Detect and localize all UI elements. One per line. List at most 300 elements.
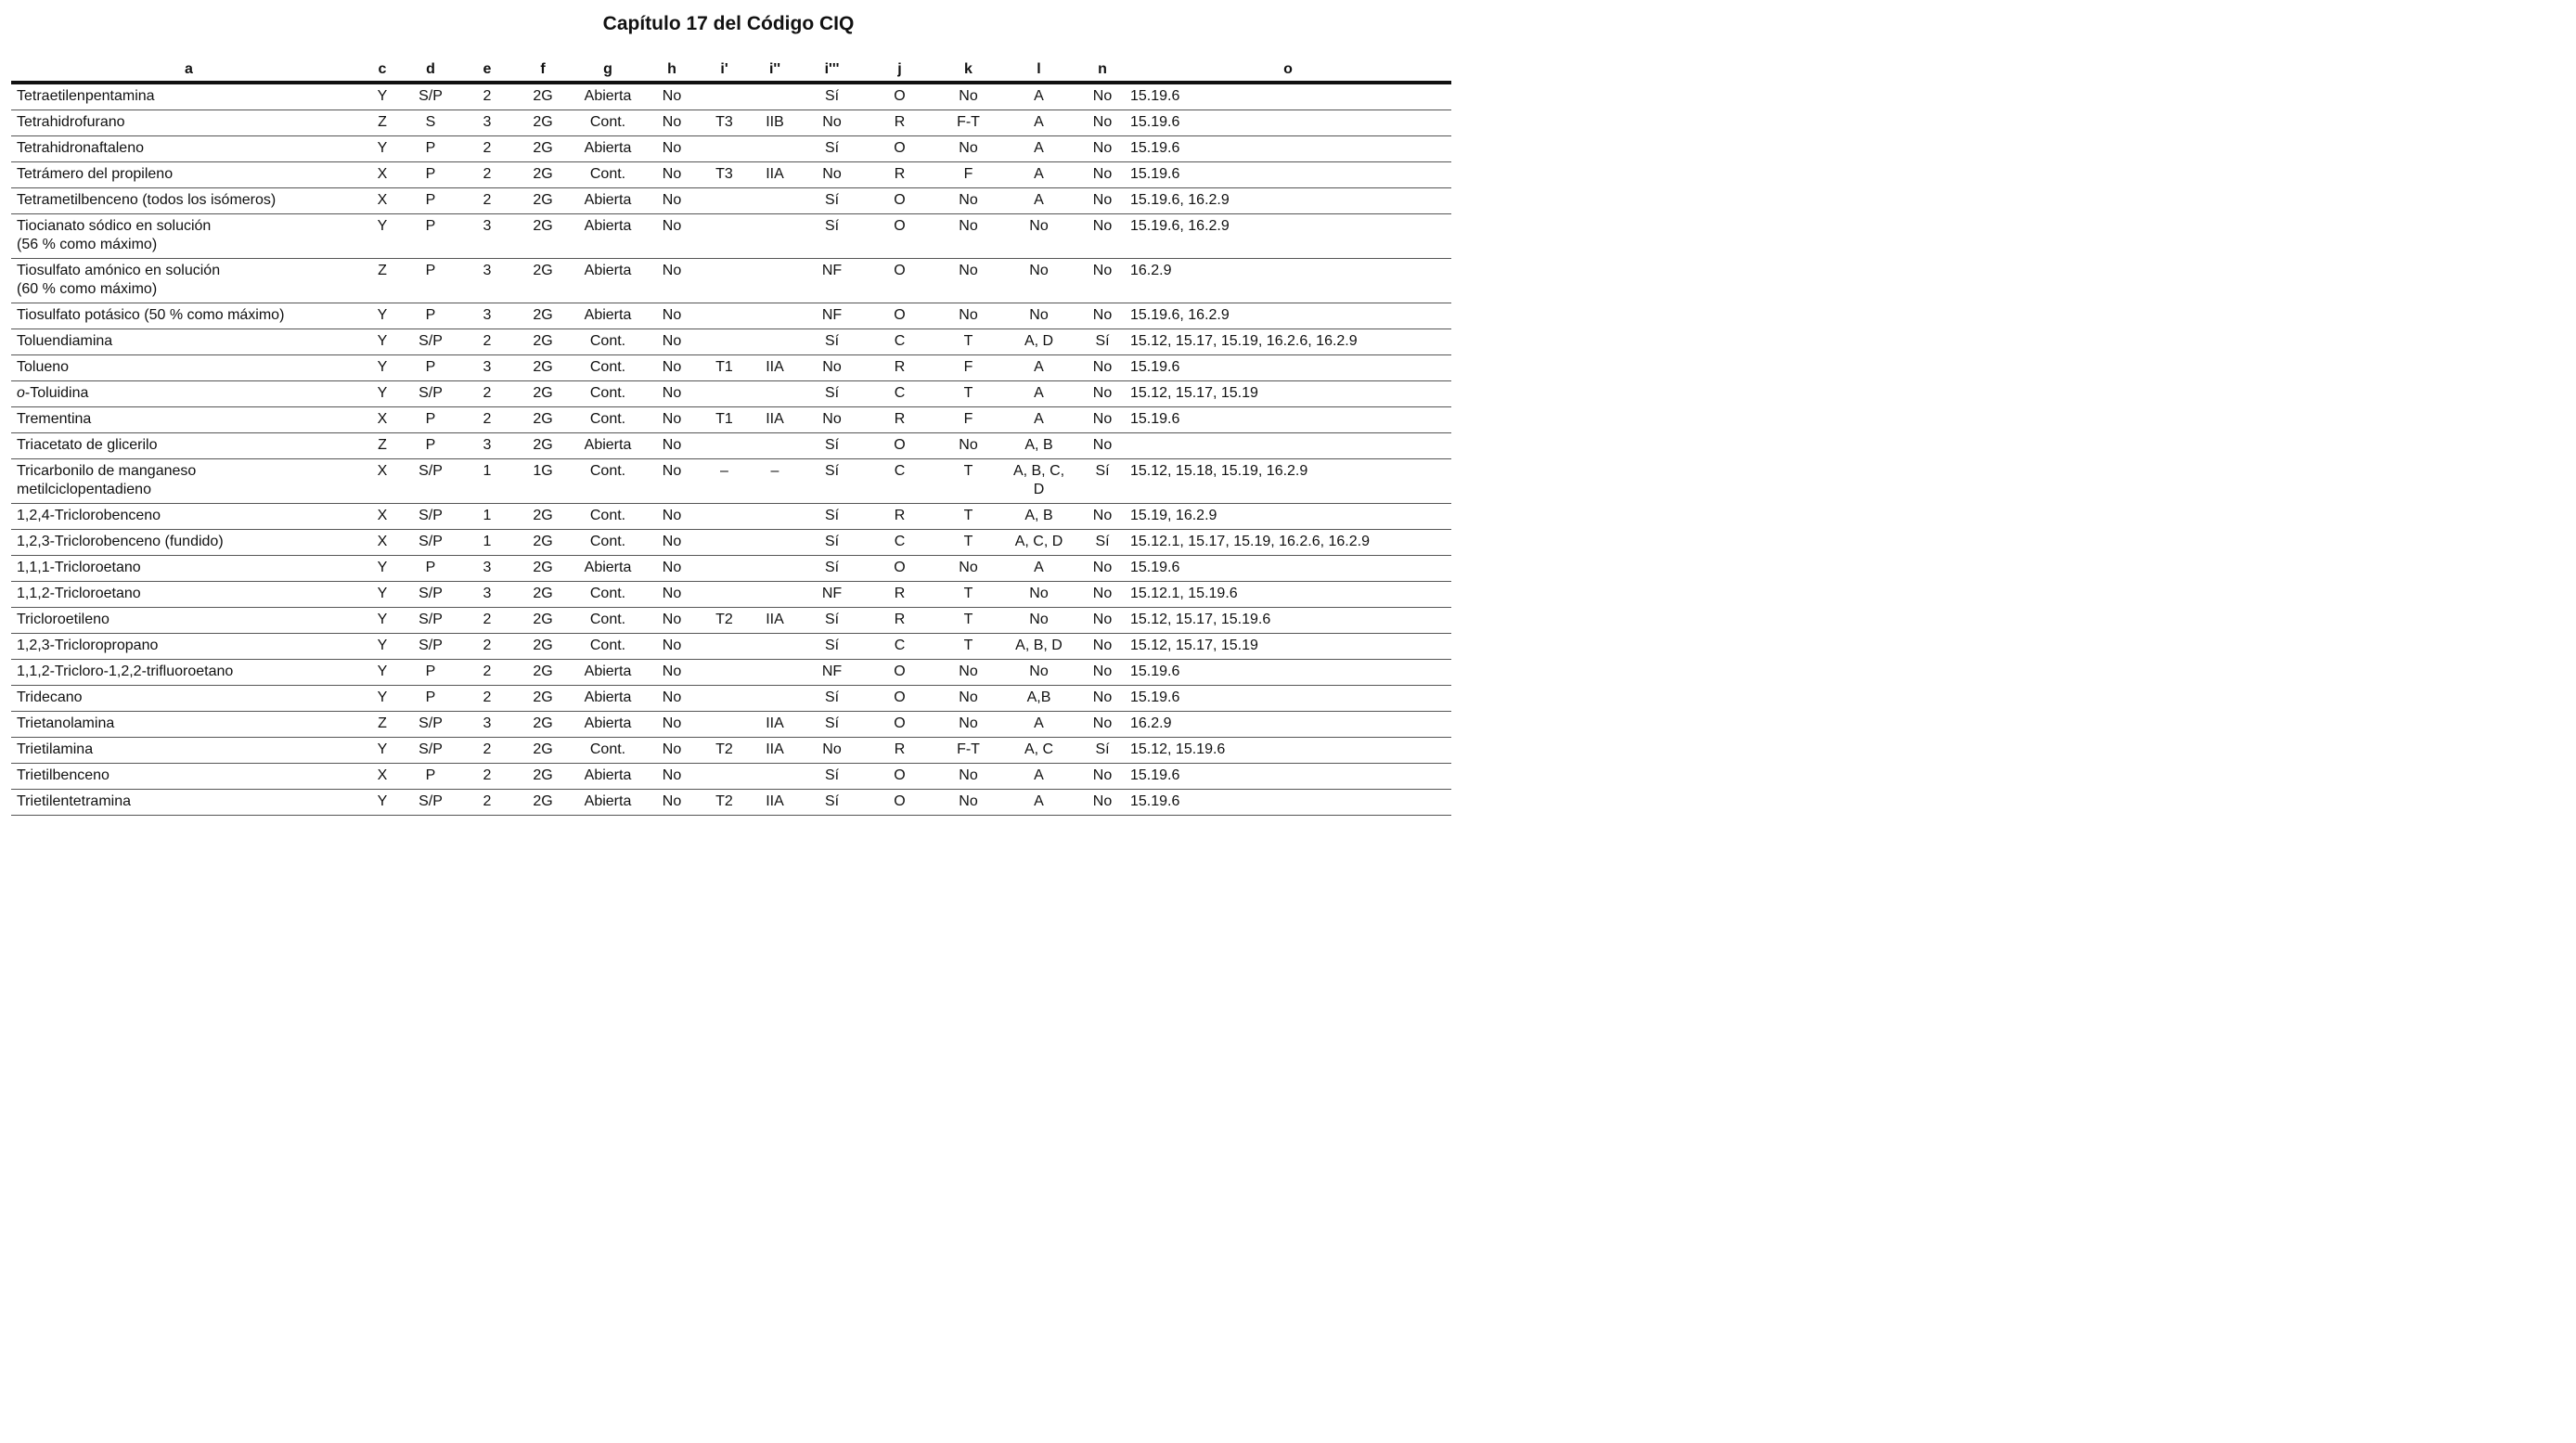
cell-col-13: No (1080, 790, 1125, 816)
cell-col-13: No (1080, 686, 1125, 712)
table-row (11, 686, 1451, 712)
cell-col-3: 3 (463, 556, 511, 582)
table-row (11, 790, 1451, 816)
cell-col-12: A (998, 188, 1080, 214)
cell-col-7 (702, 634, 746, 660)
cell-col-14: 15.19.6 (1125, 790, 1451, 816)
cell-col-9: No (804, 407, 860, 433)
cell-col-14: 15.19.6 (1125, 556, 1451, 582)
cell-col-10: R (860, 110, 939, 136)
cell-col-1: Y (367, 738, 398, 764)
table-row (11, 83, 1451, 110)
product-name: Tolueno (17, 359, 70, 375)
cell-col-6: No (641, 660, 702, 686)
cell-col-8 (746, 303, 804, 329)
cell-col-9: Sí (804, 188, 860, 214)
column-header-0: a (11, 53, 367, 83)
cell-col-9: Sí (804, 764, 860, 790)
cell-col-2: P (398, 686, 463, 712)
product-name-cell (11, 162, 367, 188)
cell-col-7: T1 (702, 355, 746, 381)
cell-col-3: 3 (463, 712, 511, 738)
cell-col-13: No (1080, 634, 1125, 660)
product-name: -Toluidina (24, 385, 89, 401)
cell-col-5: Cont. (574, 634, 641, 660)
cell-col-9: NF (804, 582, 860, 608)
cell-col-12: A (998, 381, 1080, 407)
cell-col-4: 2G (511, 530, 574, 556)
cell-col-7 (702, 660, 746, 686)
cell-col-3: 1 (463, 530, 511, 556)
cell-col-13: Sí (1080, 738, 1125, 764)
cell-col-13: No (1080, 582, 1125, 608)
cell-col-10: O (860, 660, 939, 686)
cell-col-7 (702, 259, 746, 303)
cell-col-4: 2G (511, 355, 574, 381)
cell-col-5: Abierta (574, 660, 641, 686)
cell-col-6: No (641, 634, 702, 660)
cell-col-3: 3 (463, 110, 511, 136)
cell-col-8 (746, 259, 804, 303)
cell-col-1: Z (367, 433, 398, 459)
cell-col-9: Sí (804, 329, 860, 355)
cell-col-5: Abierta (574, 433, 641, 459)
product-name-cell (11, 381, 367, 407)
product-name: Tetrahidronaftaleno (17, 140, 144, 156)
cell-col-9: Sí (804, 433, 860, 459)
cell-col-14: 15.12, 15.19.6 (1125, 738, 1451, 764)
cell-col-10: O (860, 686, 939, 712)
cell-col-2: S/P (398, 504, 463, 530)
cell-col-10: R (860, 608, 939, 634)
cell-col-13: No (1080, 407, 1125, 433)
product-name: Tiosulfato potásico (50 % como máximo) (17, 307, 285, 323)
cell-col-6: No (641, 530, 702, 556)
cell-col-1: X (367, 407, 398, 433)
column-header-2: d (398, 53, 463, 83)
cell-col-4: 2G (511, 162, 574, 188)
cell-col-1: X (367, 188, 398, 214)
cell-col-12: A (998, 790, 1080, 816)
table-body (11, 83, 1451, 816)
cell-col-2: P (398, 407, 463, 433)
product-name: Tiocianato sódico en solución (56 % como máximo) (17, 218, 212, 252)
cell-col-5: Cont. (574, 738, 641, 764)
cell-col-7 (702, 530, 746, 556)
cell-col-12: A (998, 712, 1080, 738)
product-name-cell (11, 790, 367, 816)
cell-col-14: 15.19.6 (1125, 162, 1451, 188)
cell-col-1: Z (367, 259, 398, 303)
column-header-13: n (1080, 53, 1125, 83)
cell-col-1: Z (367, 712, 398, 738)
cell-col-8 (746, 582, 804, 608)
cell-col-9: Sí (804, 136, 860, 162)
cell-col-7 (702, 504, 746, 530)
cell-col-14: 15.19.6, 16.2.9 (1125, 188, 1451, 214)
cell-col-4: 2G (511, 110, 574, 136)
cell-col-10: C (860, 329, 939, 355)
cell-col-13: No (1080, 660, 1125, 686)
cell-col-2: S/P (398, 790, 463, 816)
table-row (11, 188, 1451, 214)
cell-col-3: 3 (463, 214, 511, 259)
cell-col-2: S/P (398, 329, 463, 355)
cell-col-11: T (939, 459, 998, 504)
cell-col-11: T (939, 504, 998, 530)
cell-col-1: Y (367, 608, 398, 634)
name-prefix: o (17, 385, 25, 401)
cell-col-9: Sí (804, 381, 860, 407)
cell-col-2: P (398, 259, 463, 303)
cell-col-4: 2G (511, 188, 574, 214)
cell-col-1: X (367, 504, 398, 530)
cell-col-9: Sí (804, 504, 860, 530)
cell-col-6: No (641, 83, 702, 110)
cell-col-9: No (804, 355, 860, 381)
product-name: Tiosulfato amónico en solución (60 % como máximo) (17, 263, 221, 297)
cell-col-5: Abierta (574, 686, 641, 712)
cell-col-5: Cont. (574, 530, 641, 556)
cell-col-4: 2G (511, 83, 574, 110)
cell-col-4: 2G (511, 214, 574, 259)
cell-col-8 (746, 764, 804, 790)
product-name-cell (11, 738, 367, 764)
table-row (11, 407, 1451, 433)
cell-col-5: Cont. (574, 162, 641, 188)
cell-col-13: No (1080, 162, 1125, 188)
cell-col-10: O (860, 83, 939, 110)
cell-col-7 (702, 764, 746, 790)
cell-col-12: A (998, 162, 1080, 188)
product-name-cell (11, 110, 367, 136)
cell-col-5: Abierta (574, 556, 641, 582)
cell-col-4: 2G (511, 790, 574, 816)
cell-col-3: 2 (463, 738, 511, 764)
cell-col-2: S/P (398, 634, 463, 660)
cell-col-3: 2 (463, 686, 511, 712)
page-title: Capítulo 17 del Código CIQ (602, 13, 855, 34)
cell-col-1: Y (367, 381, 398, 407)
cell-col-7 (702, 712, 746, 738)
cell-col-6: No (641, 433, 702, 459)
cell-col-11: T (939, 634, 998, 660)
cell-col-1: Y (367, 660, 398, 686)
cell-col-11: No (939, 712, 998, 738)
table-row (11, 459, 1451, 504)
cell-col-11: T (939, 381, 998, 407)
product-name: Toluendiamina (17, 333, 113, 349)
product-name: Tridecano (17, 689, 83, 705)
cell-col-13: No (1080, 355, 1125, 381)
cell-col-2: P (398, 556, 463, 582)
cell-col-1: Y (367, 83, 398, 110)
cell-col-10: C (860, 530, 939, 556)
cell-col-8 (746, 504, 804, 530)
cell-col-1: X (367, 459, 398, 504)
cell-col-13: No (1080, 136, 1125, 162)
cell-col-6: No (641, 712, 702, 738)
cell-col-8 (746, 634, 804, 660)
cell-col-12: A, B (998, 504, 1080, 530)
cell-col-11: T (939, 329, 998, 355)
cell-col-5: Cont. (574, 407, 641, 433)
table-row (11, 433, 1451, 459)
product-name-cell (11, 329, 367, 355)
cell-col-4: 2G (511, 381, 574, 407)
cell-col-5: Cont. (574, 608, 641, 634)
column-header-3: e (463, 53, 511, 83)
cell-col-8 (746, 136, 804, 162)
cell-col-3: 2 (463, 634, 511, 660)
column-header-1: c (367, 53, 398, 83)
table-header-row (11, 53, 1451, 83)
cell-col-11: No (939, 214, 998, 259)
cell-col-14: 15.12.1, 15.19.6 (1125, 582, 1451, 608)
product-name-cell (11, 504, 367, 530)
cell-col-1: Y (367, 329, 398, 355)
cell-col-2: P (398, 660, 463, 686)
cell-col-5: Abierta (574, 136, 641, 162)
cell-col-4: 2G (511, 738, 574, 764)
cell-col-13: Sí (1080, 459, 1125, 504)
product-name: 1,1,2-Tricloroetano (17, 586, 141, 601)
cell-col-14: 15.19.6 (1125, 355, 1451, 381)
cell-col-3: 2 (463, 83, 511, 110)
cell-col-12: No (998, 303, 1080, 329)
cell-col-10: O (860, 136, 939, 162)
cell-col-5: Cont. (574, 355, 641, 381)
cell-col-9: Sí (804, 712, 860, 738)
cell-col-11: T (939, 530, 998, 556)
cell-col-8: IIA (746, 712, 804, 738)
cell-col-4: 2G (511, 136, 574, 162)
cell-col-9: NF (804, 303, 860, 329)
product-name: 1,2,3-Tricloropropano (17, 638, 159, 653)
cell-col-10: C (860, 459, 939, 504)
cell-col-12: A, D (998, 329, 1080, 355)
cell-col-8: IIA (746, 162, 804, 188)
cell-col-6: No (641, 738, 702, 764)
cell-col-2: P (398, 214, 463, 259)
cell-col-13: No (1080, 504, 1125, 530)
cell-col-5: Cont. (574, 504, 641, 530)
cell-col-1: Y (367, 556, 398, 582)
cell-col-14: 15.19.6, 16.2.9 (1125, 214, 1451, 259)
cell-col-2: S/P (398, 608, 463, 634)
product-name-cell (11, 660, 367, 686)
cell-col-13: No (1080, 608, 1125, 634)
cell-col-6: No (641, 790, 702, 816)
cell-col-3: 3 (463, 303, 511, 329)
cell-col-2: S/P (398, 381, 463, 407)
cell-col-11: F-T (939, 738, 998, 764)
product-name: 1,1,2-Tricloro-1,2,2-trifluoroetano (17, 664, 234, 679)
cell-col-4: 2G (511, 407, 574, 433)
column-header-10: j (860, 53, 939, 83)
cell-col-7: – (702, 459, 746, 504)
cell-col-6: No (641, 686, 702, 712)
cell-col-9: Sí (804, 790, 860, 816)
cell-col-8 (746, 214, 804, 259)
cell-col-8: IIA (746, 407, 804, 433)
cell-col-9: Sí (804, 214, 860, 259)
cell-col-12: A, B (998, 433, 1080, 459)
cell-col-11: No (939, 188, 998, 214)
cell-col-8: IIA (746, 355, 804, 381)
cell-col-3: 2 (463, 188, 511, 214)
cell-col-6: No (641, 608, 702, 634)
cell-col-13: No (1080, 259, 1125, 303)
product-name-cell (11, 303, 367, 329)
column-header-9: i''' (804, 53, 860, 83)
cell-col-7 (702, 556, 746, 582)
cell-col-2: S/P (398, 530, 463, 556)
cell-col-7 (702, 136, 746, 162)
cell-col-6: No (641, 303, 702, 329)
cell-col-14: 15.19.6 (1125, 686, 1451, 712)
cell-col-4: 2G (511, 582, 574, 608)
cell-col-1: X (367, 162, 398, 188)
cell-col-6: No (641, 188, 702, 214)
product-name-cell (11, 259, 367, 303)
cell-col-3: 2 (463, 608, 511, 634)
product-name: Trietilamina (17, 741, 94, 757)
cell-col-10: O (860, 214, 939, 259)
table-row (11, 214, 1451, 259)
cell-col-5: Abierta (574, 214, 641, 259)
cell-col-5: Cont. (574, 329, 641, 355)
cell-col-8: – (746, 459, 804, 504)
product-name: Tetraetilenpentamina (17, 88, 155, 104)
product-name: Tricloroetileno (17, 612, 109, 627)
cell-col-5: Cont. (574, 582, 641, 608)
cell-col-9: Sí (804, 459, 860, 504)
product-name-cell (11, 433, 367, 459)
table-row (11, 660, 1451, 686)
cell-col-12: A, C, D (998, 530, 1080, 556)
cell-col-12: A (998, 764, 1080, 790)
cell-col-13: No (1080, 712, 1125, 738)
table-row (11, 764, 1451, 790)
cell-col-11: No (939, 790, 998, 816)
cell-col-1: X (367, 530, 398, 556)
cell-col-13: No (1080, 433, 1125, 459)
cell-col-2: P (398, 162, 463, 188)
cell-col-4: 2G (511, 660, 574, 686)
cell-col-14: 15.12, 15.17, 15.19 (1125, 381, 1451, 407)
cell-col-8 (746, 660, 804, 686)
product-name-cell (11, 582, 367, 608)
table-row (11, 162, 1451, 188)
cell-col-14: 16.2.9 (1125, 259, 1451, 303)
product-name-cell (11, 530, 367, 556)
cell-col-7: T2 (702, 790, 746, 816)
cell-col-11: F (939, 407, 998, 433)
table-row (11, 355, 1451, 381)
product-name-cell (11, 634, 367, 660)
cell-col-1: Y (367, 303, 398, 329)
cell-col-11: No (939, 303, 998, 329)
cell-col-10: R (860, 504, 939, 530)
cell-col-4: 2G (511, 504, 574, 530)
cell-col-5: Abierta (574, 712, 641, 738)
cell-col-2: P (398, 355, 463, 381)
cell-col-9: Sí (804, 608, 860, 634)
table-row (11, 608, 1451, 634)
product-name: Triacetato de glicerilo (17, 437, 158, 453)
cell-col-11: No (939, 556, 998, 582)
cell-col-7 (702, 381, 746, 407)
cell-col-2: P (398, 303, 463, 329)
cell-col-12: A (998, 556, 1080, 582)
cell-col-13: No (1080, 83, 1125, 110)
column-header-7: i' (702, 53, 746, 83)
cell-col-13: Sí (1080, 530, 1125, 556)
cell-col-11: No (939, 764, 998, 790)
table-row (11, 634, 1451, 660)
cell-col-13: No (1080, 110, 1125, 136)
cell-col-2: S/P (398, 83, 463, 110)
cell-col-14: 15.12, 15.17, 15.19 (1125, 634, 1451, 660)
cell-col-14: 16.2.9 (1125, 712, 1451, 738)
product-name: Tricarbonilo de manganeso metilciclopentadieno (17, 463, 197, 497)
product-name: Trementina (17, 411, 92, 427)
cell-col-5: Abierta (574, 259, 641, 303)
product-name: 1,2,4-Triclorobenceno (17, 508, 161, 523)
cell-col-3: 2 (463, 329, 511, 355)
cell-col-11: T (939, 608, 998, 634)
cell-col-11: No (939, 83, 998, 110)
cell-col-12: A,B (998, 686, 1080, 712)
cell-col-14: 15.19.6 (1125, 110, 1451, 136)
cell-col-13: No (1080, 764, 1125, 790)
cell-col-6: No (641, 329, 702, 355)
cell-col-2: S/P (398, 459, 463, 504)
cell-col-4: 2G (511, 712, 574, 738)
cell-col-3: 1 (463, 504, 511, 530)
product-name: Tetrametilbenceno (todos los isómeros) (17, 192, 277, 208)
cell-col-14: 15.12, 15.18, 15.19, 16.2.9 (1125, 459, 1451, 504)
cell-col-13: No (1080, 188, 1125, 214)
cell-col-14: 15.19.6, 16.2.9 (1125, 303, 1451, 329)
cell-col-3: 2 (463, 660, 511, 686)
cell-col-10: C (860, 634, 939, 660)
column-header-11: k (939, 53, 998, 83)
product-name-cell (11, 764, 367, 790)
table-row (11, 712, 1451, 738)
product-name-cell (11, 355, 367, 381)
cell-col-7: T2 (702, 608, 746, 634)
product-name-cell (11, 608, 367, 634)
cell-col-14: 15.19.6 (1125, 83, 1451, 110)
cell-col-12: A (998, 110, 1080, 136)
cell-col-1: Y (367, 355, 398, 381)
cell-col-11: No (939, 660, 998, 686)
cell-col-5: Cont. (574, 459, 641, 504)
cell-col-8 (746, 83, 804, 110)
cell-col-4: 2G (511, 303, 574, 329)
cell-col-4: 2G (511, 433, 574, 459)
cell-col-2: P (398, 433, 463, 459)
cell-col-2: P (398, 136, 463, 162)
product-name: Trietilentetramina (17, 793, 132, 809)
column-header-5: g (574, 53, 641, 83)
cell-col-13: No (1080, 381, 1125, 407)
cell-col-4: 2G (511, 686, 574, 712)
cell-col-12: No (998, 608, 1080, 634)
cell-col-12: A (998, 407, 1080, 433)
